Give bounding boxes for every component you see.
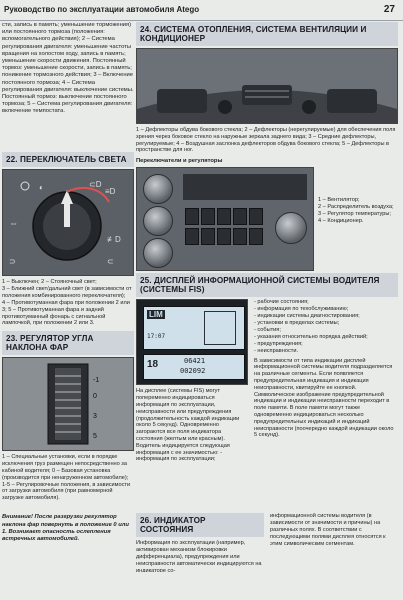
temperature-knob [143, 238, 173, 268]
panel-switch [249, 208, 263, 225]
list-item: 1 – Вентилятор; [318, 197, 360, 204]
list-item: - события; [254, 327, 281, 334]
panel-switch [185, 208, 199, 225]
panel-switch [201, 228, 215, 245]
left-column [2, 22, 134, 543]
section-23 [2, 331, 134, 543]
fis-display-figure [136, 299, 248, 385]
list-item: - информация по техобслуживанию; [254, 306, 349, 313]
section-25-title: 25. ДИСПЛЕЙ ИНФОРМАЦИОННОЙ СИСТЕМЫ ВОДИТЕЛЯ (СИСТЕМЫ FIS) [136, 273, 398, 297]
svg-text:⊂: ⊂ [107, 257, 114, 266]
section-23-warning: Внимание! После разгрузки регулятор наклона фар повернуть в положение 0 или 1. Возникает опасность ослепления встречных автомобилей. [2, 514, 129, 542]
list-item: - индикации системы диагностирования; [254, 313, 360, 320]
section-25-left-text: На дисплее (системы FIS) могут попеременно индицироваться информация по эксплуатации, неисправности или предупреждения (продолжительность каждой индикации около 5 секунд). Одновременно загораются все поля индикатора состояния (желтым или красным). Водитель индицируется следующая информация с ее значимостью: - информация по эксплуатации; [136, 388, 240, 463]
light-switch-figure [2, 169, 134, 276]
panel-switch [233, 228, 247, 245]
dashboard-vents-illustration [137, 49, 397, 123]
panel-switch [217, 208, 231, 225]
list-item: 4 – Кондиционер. [318, 218, 364, 225]
list-item: 1 – Выключен; 2 – Стояночный свет; [2, 279, 97, 285]
fis-odo-total: 002092 [180, 367, 206, 376]
svg-text:5: 5 [93, 433, 97, 441]
panel-switch [217, 228, 231, 245]
fis-info-list [254, 299, 398, 354]
fis-odometer-screen [143, 354, 245, 380]
section-24-caption: 1 – Дефлекторы обдува бокового стекла; 2 – Дефлекторы (нерегулируемые) для обеспечения поля зрения через боковое стекло на наружные зеркала заднего вида; 3 – Средние дефлекторы, регулируемые; 4 – Воздушная заслонка дефлекторов обдува бокового стекла; 5 – Дефлекторы в пространстве для ног. [136, 127, 396, 154]
svg-text:-1: -1 [93, 377, 100, 385]
svg-text:◐: ◐ [39, 183, 44, 192]
controls-panel-figure [136, 167, 314, 271]
svg-text:⇔: ⇔ [9, 218, 18, 228]
list-item: - указания относительно порядка действий; [254, 333, 368, 340]
section-26-text: Информация по эксплуатации (например, активирован механизм блокировки дифференциала), предупреждения или неисправности автоматически индицируются на индикаторе со- [136, 540, 262, 573]
intro-paragraph: сти, запись в память; уменьшение торможения) или постоянного тормоза (положения: вспомогательного действия); 2 – Система регулирования двигателя: уменьшение частоты вращения на холостом ходу, запись в память; уменьшение скорости движения. Постоянный тормоз: уменьшение скорости, запись в память; понижение тормозного действия; 3 – Включение постоянного тормоза; 4 – Система регулирования двигателя: выключение системы. Постоянный тормоз: выключение постоянного тормоза; 5 – Система регулирования двигателя: включение темпостата. [2, 22, 134, 115]
section-25-right [254, 299, 398, 497]
header-title: Руководство по эксплуатации автомобиля Atego [4, 5, 200, 14]
vent-grille [183, 174, 307, 200]
section-22 [2, 152, 134, 327]
section-26-title: 26. ИНДИКАТОР СОСТОЯНИЯ [136, 513, 264, 537]
svg-text:3: 3 [93, 413, 97, 421]
air-distributor-knob [143, 206, 173, 236]
headlight-regulator-illustration [3, 358, 133, 450]
section-26-right-text: информационной системы водителя (в зависимости от значимости и причины) на различных полях. В соответствии с последующими полями дисплея относятся к этим символическим сегментам. [270, 513, 386, 547]
svg-text:⊂D: ⊂D [89, 180, 102, 189]
fis-gear-indicator: LIM [149, 310, 163, 320]
list-item: - рабочие состояния; [254, 299, 309, 306]
svg-text:≡D: ≡D [105, 187, 116, 196]
ac-knob [275, 212, 307, 244]
dashboard-vents-figure [136, 48, 398, 124]
section-23-caption: 1 – Специальные установки, если в порядке исключения груз размещен непосредственно за кабиной водителя; 0 – Базовая установка (производится при ненагруженном автомобиле); 1-5 – Регулировочные положения, в зависимости от загрузки автомобиля (при равномерной загрузке автомобиля). [2, 454, 131, 502]
list-item: 3 – Ближний свет/дальний свет (в зависимости от положения комбинированного переключателя); [2, 285, 132, 299]
panel-switch [201, 208, 215, 225]
list-item: - предупреждения; [254, 340, 303, 347]
page-header [0, 0, 403, 21]
panel-switch [249, 228, 263, 245]
section-22-title: 22. ПЕРЕКЛЮЧАТЕЛЬ СВЕТА [2, 152, 134, 167]
fis-time: 17:07 [147, 333, 166, 341]
section-24-title: 24. СИСТЕМА ОТОПЛЕНИЯ, СИСТЕМА ВЕНТИЛЯЦИИ И КОНДИЦИОНЕР [136, 22, 398, 46]
fis-odo-trip: 06421 [184, 357, 206, 366]
fan-knob [143, 174, 173, 204]
controls-subtitle: Переключатели и регуляторы [136, 158, 223, 165]
right-column [136, 22, 398, 573]
svg-text:0: 0 [93, 393, 97, 401]
list-item: - установки в пределах системы; [254, 320, 340, 327]
svg-text:≢D: ≢D [107, 235, 121, 244]
fis-vehicle-icon [204, 311, 236, 345]
panel-switch [185, 228, 199, 245]
list-item: 2 – Распределитель воздуха; [318, 204, 394, 211]
controls-list [318, 197, 398, 225]
section-22-list [2, 279, 134, 327]
section-26-left [136, 513, 264, 572]
list-item: 4 – Противотуманная фара при положении 2 или 3; 5 – Противотуманная фара и задний противотуманный фонарь с сигнальной лампочкой, при положении 2 или 3. [2, 299, 130, 327]
headlight-regulator-figure [2, 357, 134, 451]
list-item: - неисправности. [254, 347, 298, 354]
section-25-left [136, 299, 248, 508]
svg-text:⊃: ⊃ [9, 257, 16, 266]
section-23-title: 23. РЕГУЛЯТОР УГЛА НАКЛОНА ФАР [2, 331, 134, 355]
section-26 [136, 513, 398, 573]
fis-display-screen [143, 306, 245, 350]
section-25-body [136, 299, 398, 513]
list-item: 3 – Регулятор температуры; [318, 211, 391, 218]
page-number: 27 [383, 4, 395, 15]
panel-switch [233, 208, 247, 225]
fis-speed: 18 [147, 359, 159, 371]
light-switch-illustration [3, 170, 133, 275]
section-25-right-text: В зависимости от типа индикации дисплей информационной системы водителя подразделяется на различные сегменты. Если появляется предупредительная индикация и индикация неисправности, квитируйте ее кнопкой. Символическое изображение предупредительной индикации и индикации неисправности переходит в поле памяти. В поле памяти могут также одновременно индицироваться несколько предупредительных индикаций и индикаций неисправности (поочередно каждой индикации около 5 секунд). [254, 357, 394, 439]
controls-row [136, 167, 398, 271]
